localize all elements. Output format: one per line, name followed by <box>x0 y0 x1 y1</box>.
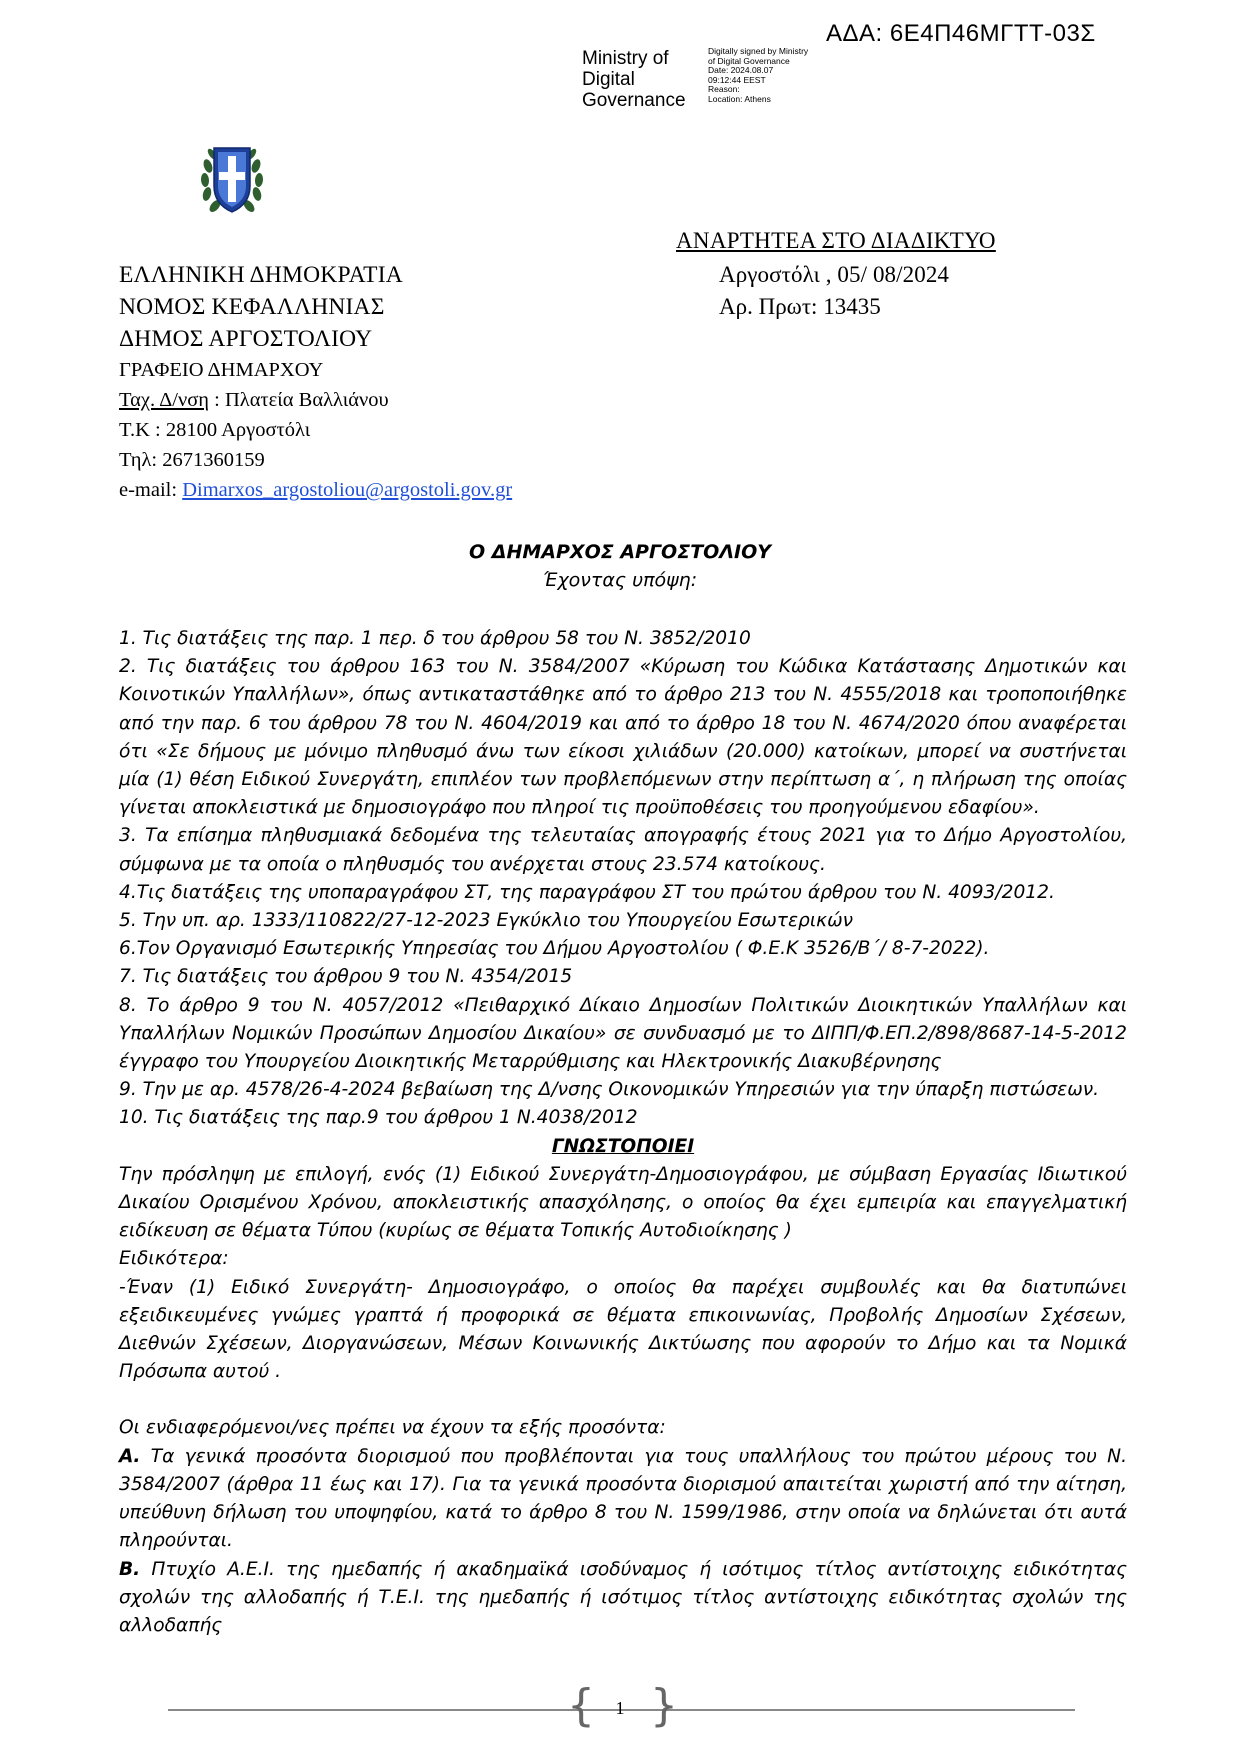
post-online-notice: ΑΝΑΡΤΗΤΕΑ ΣΤΟ ΔΙΑΔΙΚΤΥΟ <box>676 228 996 253</box>
prefecture-heading: ΝΟΜΟΣ ΚΕΦΑΛΛΗΝΙΑΣ <box>119 294 385 320</box>
email-link[interactable]: Dimarxos_argostoliou@argostoli.gov.gr <box>182 479 513 501</box>
municipality-heading: ΔΗΜΟΣ ΑΡΓΟΣΤΟΛΙΟΥ <box>119 326 373 352</box>
document-body <box>119 625 1127 1640</box>
specifically-text: -Έναν (1) Ειδικό Συνεργάτη- Δημοσιογράφο, ο οποίος θα παρέχει συμβουλές και θα διατυπώνει εξειδικευμένες γνώμες γραπτά ή προφορικά σε θέματα επικοινωνίας, Προβολής Δημοσίων Σχέσεων, Διεθνών Σχέσεων, Διοργανώσεων, Μέσων Κοινωνικής Δικτύωσης που αφορούν το Δήμο και τα Νομικά Πρόσωπα αυτού . <box>119 1276 1127 1383</box>
consideration-item: 10. Τις διατάξεις της παρ.9 του άρθρου 1 Ν.4038/2012 <box>119 1107 638 1129</box>
protocol-number: Αρ. Πρωτ: 13435 <box>719 294 881 319</box>
document-subtitle: Έχοντας υπόψη: <box>542 569 698 591</box>
qualification-a-label: Α. <box>119 1445 141 1467</box>
ministry-line: Governance <box>582 90 686 111</box>
signature-detail: Date: 2024.08.07 <box>708 65 774 76</box>
consideration-item: 5. Την υπ. αρ. 1333/110822/27-12-2023 Εγκύκλιο του Υπουργείου Εσωτερικών <box>119 910 854 932</box>
qualification-a-text: Τα γενικά προσόντα διορισμού που προβλέπονται για τους υπαλλήλους του πρώτου μέρους του Ν. 3584/2007 (άρθρα 11 έως και 17). Για τα γενικά προσόντα διορισμού απαιτείται χωριστή από την αίτηση, υπεύθυνη δήλωση του υποψηφίου, κατά το άρθρο 8 του Ν. 1599/1986, στην οποία να δηλώνεται ότι αυτά πληρούνται. <box>119 1445 1127 1552</box>
consideration-item: 6.Τον Οργανισμό Εσωτερικής Υπηρεσίας του Δήμου Αργοστολίου ( Φ.Ε.Κ 3526/Β΄/ 8-7-2022). <box>119 938 990 960</box>
consideration-item: 3. Τα επίσημα πληθυσμιακά δεδομένα της τελευταίας απογραφής έτους 2021 για το Δήμο Αργοστολίου, σύμφωνα με τα οποία ο πληθυσμός του ανέρχεται στους 23.574 κατοίκους. <box>119 825 1127 875</box>
consideration-item: 7. Τις διατάξεις του άρθρου 9 του Ν. 4354/2015 <box>119 966 573 988</box>
signature-details <box>708 47 848 105</box>
address-line <box>119 389 389 412</box>
consideration-item: 2. Τις διατάξεις του άρθρου 163 του Ν. 3584/2007 «Κύρωση του Κώδικα Κατάστασης Δημοτικών και Κοινοτικών Υπαλλήλων», όπως αντικαταστάθηκε από το άρθρο 213 του Ν. 4555/2018 και τροποποιήθηκε από την παρ. 6 του άρθρου 78 του Ν. 4604/2019 και από το άρθρο 18 του Ν. 4674/2020 όπου αναφέρεται ότι «Σε δήμους με μόνιμο πληθυσμό άνω των είκοσι χιλιάδων (20.000) κατοίκων, μπορεί να συστήνεται μία (1) θέση Ειδικού Συνεργάτη, επιπλέον των προβλεπόμενων στην περίπτωση α΄, η πλήρωση της οποίας γίνεται αποκλειστικά με δημοσιογράφο που πληροί τις προϋποθέσεις του προηγούμενου εδαφίου». <box>119 656 1127 819</box>
qualification-b-label: Β. <box>119 1558 141 1580</box>
signature-detail: Reason: <box>708 84 740 95</box>
signature-detail: of Digital Governance <box>708 55 790 66</box>
email-label: e-mail: <box>119 479 183 501</box>
signature-detail: Location: Athens <box>708 93 771 104</box>
office-heading: ΓΡΑΦΕΙΟ ΔΗΜΑΡΧΟΥ <box>119 359 324 381</box>
page-number: 1 <box>615 1698 625 1718</box>
signature-detail: 09:12:44 EEST <box>708 74 766 85</box>
qualification-a <box>119 1443 1127 1556</box>
ada-code: ΑΔΑ: 6Ε4Π46ΜΓΤΤ-03Σ <box>826 20 1096 47</box>
phone-line: Τηλ: 2671360159 <box>119 449 265 471</box>
document-date: Αργοστόλι , 05/ 08/2024 <box>719 262 950 287</box>
postcode-line: Τ.Κ : 28100 Αργοστόλι <box>119 419 311 441</box>
greek-emblem-icon <box>198 136 266 222</box>
email-line <box>119 479 512 502</box>
consideration-item: 9. Την με αρ. 4578/26-4-2024 βεβαίωση της Δ/νσης Οικονομικών Υπηρεσιών για την ύπαρξη πιστώσεων. <box>119 1079 1100 1101</box>
qualification-b-text: Πτυχίο Α.Ε.Ι. της ημεδαπής ή ακαδημαϊκά ισοδύναμος ή ισότιμος τίτλος αντίστοιχης ειδικότητας σχολών της αλλοδαπής ή Τ.Ε.Ι. της ημεδαπής ή ισότιμος τίτλος αντίστοιχης ειδικότητας σχολών της αλλοδαπής <box>119 1558 1127 1636</box>
address-label: Ταχ. Δ/νση <box>119 389 209 411</box>
qualifications-intro: Οι ενδιαφερόμενοι/νες πρέπει να έχουν τα εξής προσόντα: <box>119 1417 666 1439</box>
announces-heading: ΓΝΩΣΤΟΠΟΙΕΙ <box>551 1135 695 1157</box>
consideration-item: 4.Τις διατάξεις της υποπαραγράφου ΣΤ, της παραγράφου ΣΤ του πρώτου άρθρου του Ν. 4093/2012. <box>119 881 1055 903</box>
spacer <box>119 1386 1127 1414</box>
address-value: : Πλατεία Βαλλιάνου <box>209 389 389 411</box>
announce-text: Την πρόσληψη με επιλογή, ενός (1) Ειδικού Συνεργάτη-Δημοσιογράφου, με σύμβαση Εργασίας Ιδιωτικού Δικαίου Ορισμένου Χρόνου, αποκλειστικής απασχόλησης, ο οποίος θα έχει εμπειρία και επαγγελματική ειδίκευση σε θέματα Τύπου (κυρίως σε θέματα Τοπικής Αυτοδιοίκησης ) <box>119 1163 1127 1242</box>
signature-ministry <box>582 48 686 111</box>
specifically-label: Ειδικότερα: <box>119 1248 229 1270</box>
ministry-line: Digital <box>582 69 635 90</box>
consideration-item: 1. Τις διατάξεις της παρ. 1 περ. δ του άρθρου 58 του Ν. 3852/2010 <box>119 628 751 649</box>
ministry-line: Ministry of <box>582 48 669 69</box>
consideration-item: 8. Το άρθρο 9 του Ν. 4057/2012 «Πειθαρχικό Δίκαιο Δημοσίων Πολιτικών Διοικητικών Υπαλλήλων και Υπαλλήλων Νομικών Προσώπων Δημοσίου Δικαίου» σε συνδυασμό με το ΔΙΠΠ/Φ.ΕΠ.2/898/8687-14-5-2012 έγγραφο του Υπουργείου Διοικητικής Μεταρρύθμισης και Ηλεκτρονικής Διακυβέρνησης <box>119 994 1127 1073</box>
page-bracket-left-icon: { <box>567 1680 595 1731</box>
page-bracket-right-icon: } <box>650 1680 678 1731</box>
republic-heading: ΕΛΛΗΝΙΚΗ ΔΗΜΟΚΡΑΤΙΑ <box>119 262 403 288</box>
qualification-b <box>119 1556 1127 1641</box>
signature-detail: Digitally signed by Ministry <box>708 46 809 56</box>
document-title: Ο ΔΗΜΑΡΧΟΣ ΑΡΓΟΣΤΟΛΙΟΥ <box>469 541 771 563</box>
